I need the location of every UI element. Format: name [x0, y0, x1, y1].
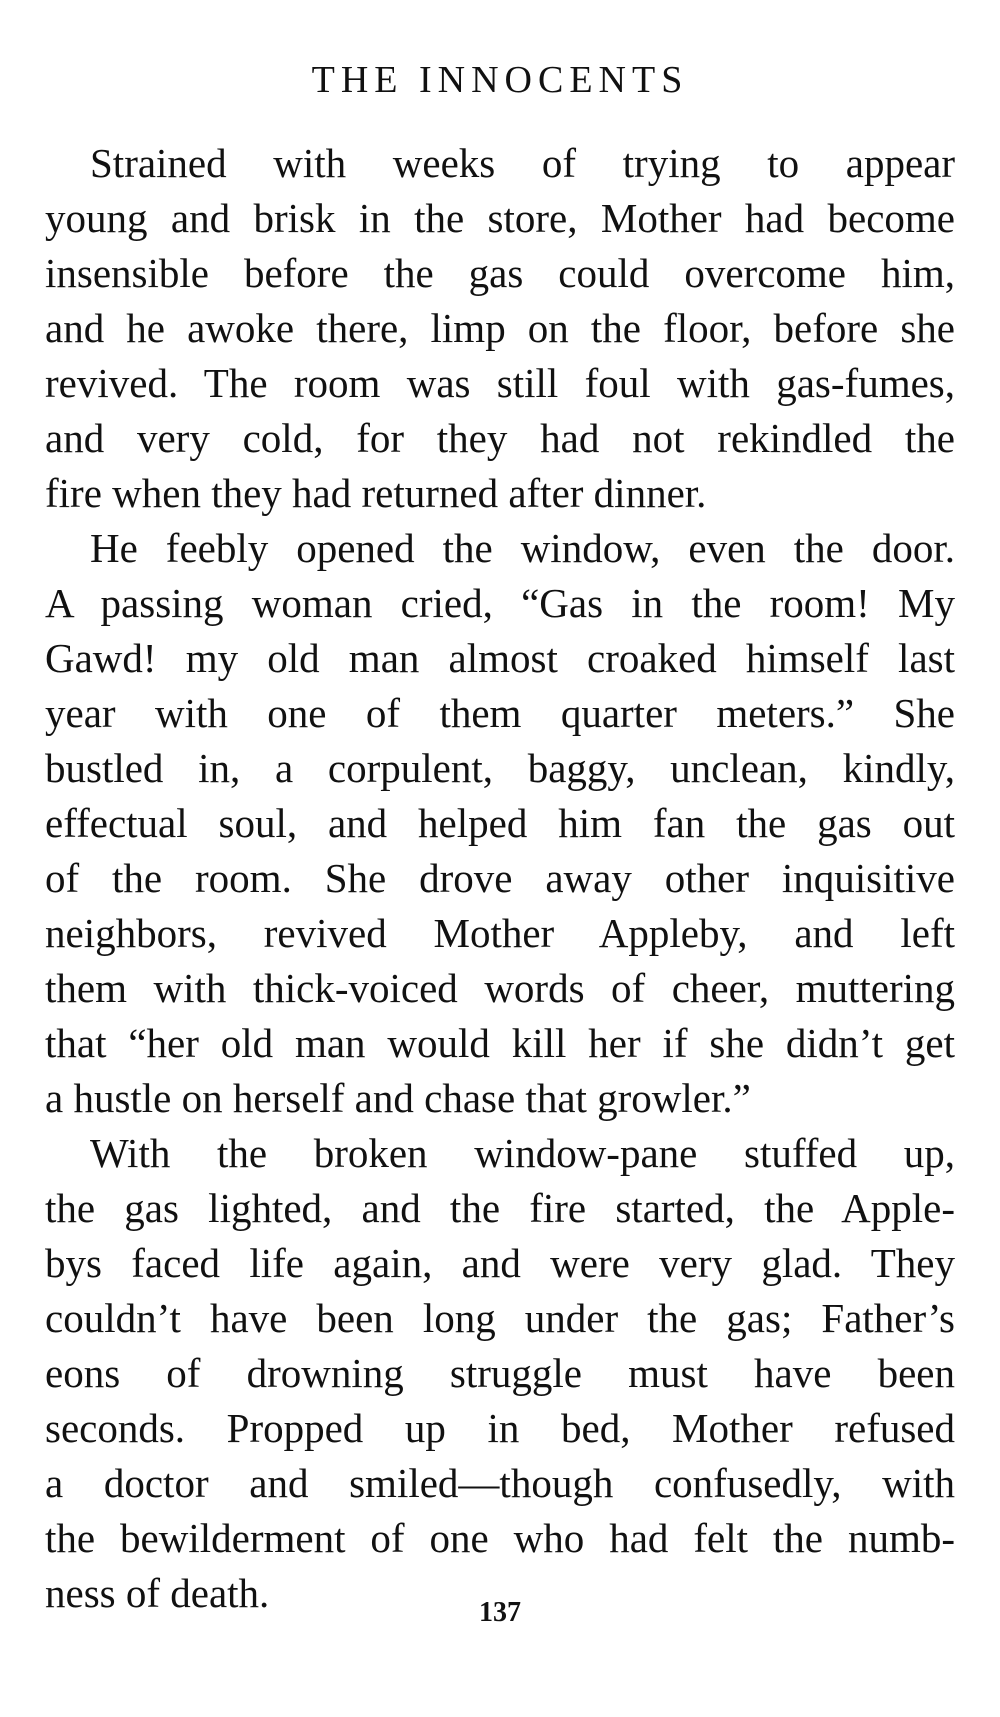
- text-line: fire when they had returned after dinner.: [45, 470, 707, 516]
- paragraph-3: [45, 1126, 955, 1621]
- text-line: bys faced life again, and were very glad. They: [45, 1240, 955, 1286]
- text-line: insensible before the gas could overcome him,: [45, 250, 955, 296]
- text-line: neighbors, revived Mother Appleby, and left: [45, 910, 955, 956]
- text-line: seconds. Propped up in bed, Mother refused: [45, 1405, 955, 1451]
- text-line: the gas lighted, and the fire started, the Apple-: [45, 1185, 955, 1231]
- text-line: He feebly opened the window, even the door.: [90, 525, 955, 571]
- text-line: Strained with weeks of trying to appear: [90, 140, 955, 186]
- text-line: and very cold, for they had not rekindled the: [45, 415, 955, 461]
- text-line: bustled in, a corpulent, baggy, unclean, kindly,: [45, 745, 955, 791]
- text-line: revived. The room was still foul with gas-fumes,: [45, 360, 955, 406]
- text-line: Gawd! my old man almost croaked himself last: [45, 635, 955, 681]
- running-head: THE INNOCENTS: [311, 59, 689, 101]
- paragraph-2: [45, 521, 955, 1126]
- text-line: of the room. She drove away other inquisitive: [45, 855, 955, 901]
- text-line: that “her old man would kill her if she didn’t get: [45, 1020, 955, 1066]
- text-line: and he awoke there, limp on the floor, before she: [45, 305, 955, 351]
- text-line: young and brisk in the store, Mother had become: [45, 195, 955, 241]
- text-line: a doctor and smiled—though confusedly, with: [45, 1460, 955, 1506]
- text-line: effectual soul, and helped him fan the gas out: [45, 800, 955, 846]
- page-number: 137: [479, 1597, 521, 1628]
- text-line: year with one of them quarter meters.” She: [45, 690, 955, 736]
- text-line: them with thick-voiced words of cheer, muttering: [45, 965, 955, 1011]
- text-line: a hustle on herself and chase that growler.”: [45, 1075, 751, 1121]
- text-line: A passing woman cried, “Gas in the room! My: [45, 580, 955, 626]
- body-text: [45, 136, 955, 1621]
- text-line: the bewilderment of one who had felt the numb-: [45, 1515, 955, 1561]
- text-line: couldn’t have been long under the gas; Father’s: [45, 1295, 955, 1341]
- text-line: With the broken window-pane stuffed up,: [90, 1130, 955, 1176]
- text-line: ness of death.: [45, 1570, 270, 1616]
- text-line: eons of drowning struggle must have been: [45, 1350, 955, 1396]
- paragraph-1: [45, 136, 955, 521]
